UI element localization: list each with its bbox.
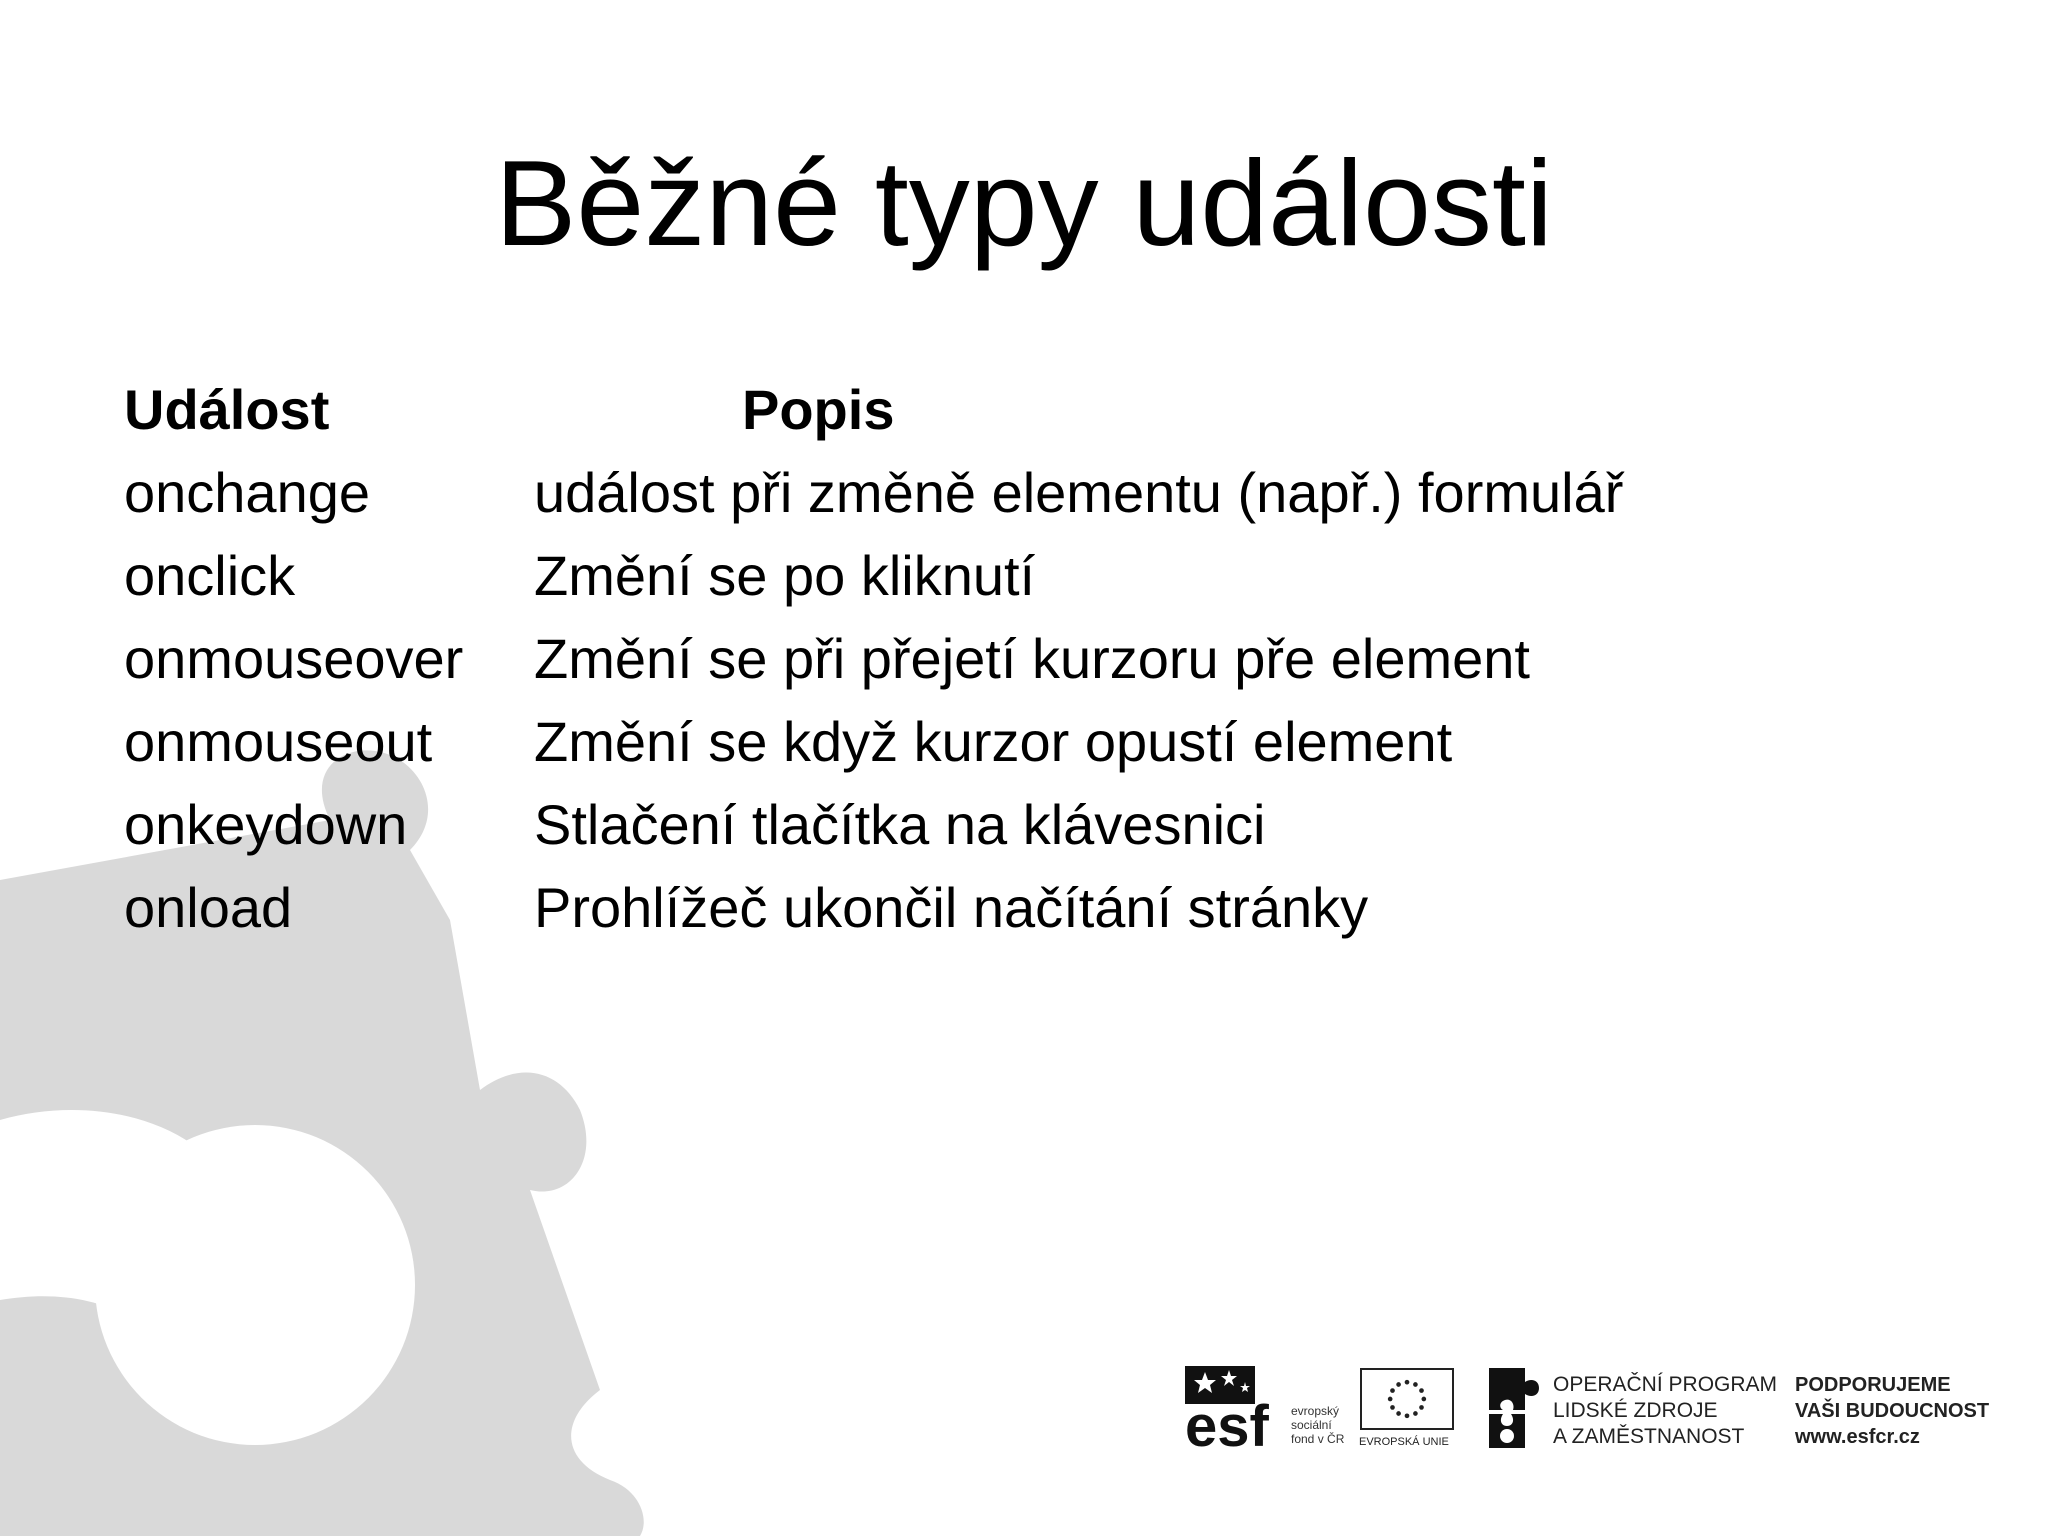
event-description: Stlačení tlačítka na klávesnici: [534, 793, 1266, 856]
svg-text:esf: esf: [1185, 1394, 1269, 1450]
event-name: onmouseover: [124, 627, 464, 690]
event-description: událost při změně elementu (např.) formulář: [534, 461, 1624, 524]
table-row: [124, 534, 1724, 617]
events-table: [124, 368, 1724, 949]
page-title: Běžné typy události: [495, 135, 1553, 271]
event-description: Prohlížeč ukončil načítání stránky: [534, 876, 1369, 939]
footer-logos: [1185, 1364, 2005, 1464]
event-description: Změní se po kliknutí: [534, 544, 1036, 607]
event-name: onkeydown: [124, 793, 408, 856]
table-row: [124, 700, 1724, 783]
event-description: Změní se při přejetí kurzoru pře element: [534, 627, 1530, 690]
table-row: [124, 783, 1724, 866]
support-text: PODPORUJEME VAŠI BUDOUCNOST www.esfcr.cz: [1795, 1374, 1990, 1448]
event-name: onload: [124, 876, 293, 939]
event-description: Změní se když kurzor opustí element: [534, 710, 1453, 773]
esf-logo-icon: [1185, 1364, 1307, 1450]
operational-program-text: OPERAČNÍ PROGRAM LIDSKÉ ZDROJE A ZAMĚSTNANOST: [1553, 1373, 1778, 1448]
header-description: Popis: [742, 378, 895, 441]
table-row: [124, 451, 1724, 534]
op-puzzle-logo-icon: [1485, 1364, 1545, 1450]
eu-flag-icon: [1360, 1368, 1454, 1430]
eu-label: EVROPSKÁ UNIE: [1359, 1436, 1449, 1448]
header-event: Událost: [124, 378, 330, 441]
table-row: [124, 866, 1724, 949]
esf-caption: evropský sociální fond v ČR: [1291, 1404, 1345, 1446]
table-row: [124, 617, 1724, 700]
table-header: [124, 368, 1724, 451]
event-name: onmouseout: [124, 710, 433, 773]
event-name: onchange: [124, 461, 371, 524]
event-name: onclick: [124, 544, 296, 607]
